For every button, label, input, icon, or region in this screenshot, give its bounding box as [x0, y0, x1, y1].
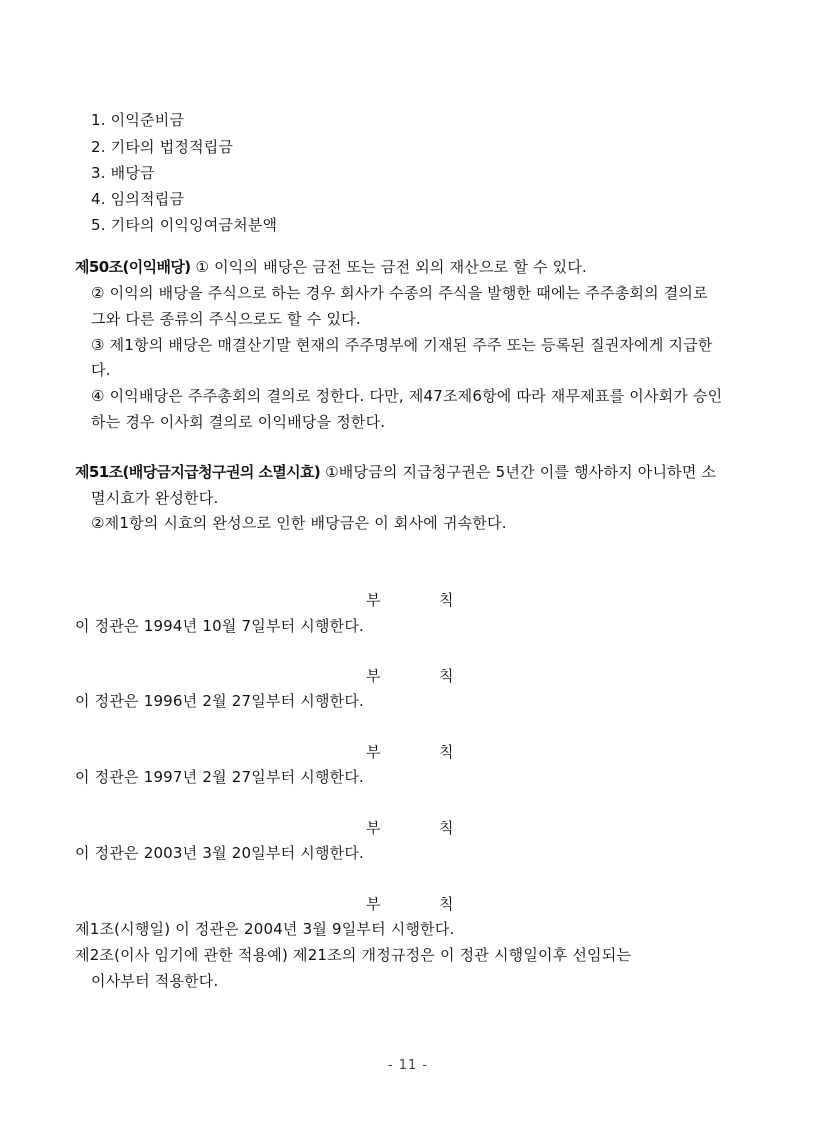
article-51-title: 제51조(배당금지급청구권의 소멸시효) [75, 463, 321, 481]
article-51-line: ②제1항의 시효의 완성으로 인한 배당금은 이 회사에 귀속한다. [91, 514, 507, 532]
article-50-line: ② 이익의 배당을 주식으로 하는 경우 회사가 수종의 주식을 발행한 때에는 주주총회의 결의로 [91, 284, 708, 302]
supplementary-heading-left: 부 [366, 819, 381, 837]
supplementary-heading-right: 칙 [439, 667, 454, 685]
supplementary-heading-left: 부 [366, 667, 381, 685]
supplementary-text: 제2조(이사 임기에 관한 적용예) 제21조의 개정규정은 이 정관 시행일이후 선임되는 [75, 946, 632, 964]
article-50-first-line [75, 257, 587, 277]
page-number: - 11 - [387, 1058, 429, 1073]
list-item: 5. 기타의 이익잉여금처분액 [91, 216, 278, 234]
list-item: 4. 임의적립금 [91, 190, 185, 208]
article-50-line: 하는 경우 이사회 결의로 이익배당을 정한다. [91, 413, 386, 431]
supplementary-heading-left: 부 [366, 895, 381, 913]
supplementary-heading-left: 부 [366, 743, 381, 761]
supplementary-text: 제1조(시행일) 이 정관은 2004년 3월 9일부터 시행한다. [75, 920, 455, 938]
supplementary-text: 이 정관은 2003년 3월 20일부터 시행한다. [75, 844, 364, 862]
article-51-first-line [75, 462, 716, 482]
supplementary-text: 이 정관은 1994년 10월 7일부터 시행한다. [75, 617, 364, 635]
article-50-line: 다. [91, 361, 111, 379]
list-item: 3. 배당금 [91, 164, 155, 182]
article-50-line: ④ 이익배당은 주주총회의 결의로 정한다. 다만, 제47조제6항에 따라 재무제표를 이사회가 승인 [91, 387, 723, 405]
supplementary-text: 이사부터 적용한다. [91, 972, 219, 990]
supplementary-heading-right: 칙 [439, 895, 454, 913]
article-50-line: 그와 다른 종류의 주식으로도 할 수 있다. [91, 310, 361, 328]
article-50-clause-1: ① 이익의 배당은 금전 또는 금전 외의 재산으로 할 수 있다. [190, 258, 587, 276]
supplementary-text: 이 정관은 1997년 2월 27일부터 시행한다. [75, 768, 364, 786]
article-51-line: 멸시효가 완성한다. [91, 489, 219, 507]
list-item: 1. 이익준비금 [91, 111, 185, 129]
supplementary-heading-right: 칙 [439, 743, 454, 761]
supplementary-heading-left: 부 [366, 591, 381, 609]
supplementary-heading-right: 칙 [439, 591, 454, 609]
article-51-clause-1: ①배당금의 지급청구권은 5년간 이를 행사하지 아니하면 소 [320, 463, 717, 481]
article-50-line: ③ 제1항의 배당은 매결산기말 현재의 주주명부에 기재된 주주 또는 등록된 질권자에게 지급한 [91, 336, 713, 354]
supplementary-heading-right: 칙 [439, 819, 454, 837]
list-item: 2. 기타의 법정적립금 [91, 138, 234, 156]
article-50-title: 제50조(이익배당) [75, 258, 191, 276]
supplementary-text: 이 정관은 1996년 2월 27일부터 시행한다. [75, 692, 364, 710]
